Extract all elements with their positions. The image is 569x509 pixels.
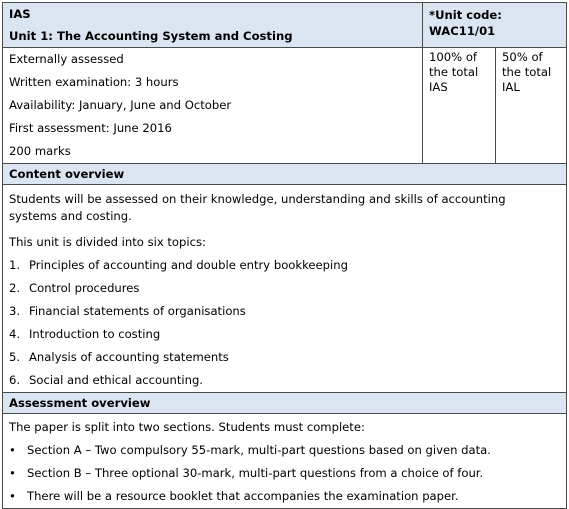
ial-weighting-line: IAL — [502, 80, 520, 94]
content-intro-line: systems and costing. — [9, 209, 132, 223]
bullet-icon: • — [9, 443, 16, 457]
topic-text: Financial statements of organisations — [29, 304, 246, 318]
ial-weighting-line: 50% of — [502, 50, 543, 64]
total-marks: 200 marks — [9, 144, 71, 158]
unit-title-cell — [3, 3, 423, 48]
bullet-text: There will be a resource booklet that accompanies the examination paper. — [27, 489, 459, 503]
topic-text: Analysis of accounting statements — [29, 350, 229, 364]
unit-title: Unit 1: The Accounting System and Costing — [9, 29, 293, 43]
content-overview-heading-row — [3, 164, 567, 185]
ias-weighting-cell — [423, 48, 496, 164]
ias-weighting-line: the total — [429, 65, 479, 79]
ias-weighting-line: IAS — [429, 80, 448, 94]
assessment-details-cell — [3, 48, 423, 164]
unit-code: WAC11/01 — [429, 24, 496, 38]
first-assessment: First assessment: June 2016 — [9, 121, 172, 135]
assessment-overview-heading: Assessment overview — [3, 393, 567, 414]
unit-specification-table — [2, 2, 567, 509]
topic-item — [9, 323, 560, 346]
topic-number: 5. — [9, 350, 21, 364]
assessment-bullet-item — [9, 462, 560, 485]
topic-number: 1. — [9, 258, 21, 272]
topic-number: 4. — [9, 327, 21, 341]
topic-number: 3. — [9, 304, 21, 318]
exam-duration: Written examination: 3 hours — [9, 75, 179, 89]
unit-code-cell — [423, 3, 567, 48]
topic-text: Principles of accounting and double entry bookkeeping — [29, 258, 348, 272]
assessment-intro: The paper is split into two sections. Students must complete: — [9, 420, 365, 434]
assessment-overview-body — [3, 414, 567, 509]
content-overview-body — [3, 185, 567, 393]
content-intro-line: Students will be assessed on their knowledge, understanding and skills of accounting — [9, 192, 506, 206]
topic-item — [9, 300, 560, 323]
bullet-icon: • — [9, 466, 16, 480]
topic-item — [9, 277, 560, 300]
qualification-level: IAS — [9, 7, 31, 21]
assessment-bullet-item — [9, 485, 560, 508]
ial-weighting-cell — [496, 48, 567, 164]
ial-weighting-line: the total — [502, 65, 552, 79]
content-intro — [9, 191, 560, 225]
unit-header-row — [3, 3, 567, 48]
topic-number: 6. — [9, 373, 21, 387]
topic-item — [9, 369, 560, 392]
content-overview-body-row — [3, 185, 567, 393]
bullet-text: Section B – Three optional 30-mark, multi-part questions from a choice of four. — [27, 466, 484, 480]
assessment-overview-heading-row — [3, 393, 567, 414]
assessment-type: Externally assessed — [9, 52, 124, 66]
assessment-details-row — [3, 48, 567, 164]
bullet-text: Section A – Two compulsory 55-mark, multi-part questions based on given data. — [27, 443, 491, 457]
topics-intro: This unit is divided into six topics: — [9, 235, 206, 249]
unit-code-label: *Unit code: — [429, 8, 502, 22]
topic-number: 2. — [9, 281, 21, 295]
topic-item — [9, 254, 560, 277]
ias-weighting-line: 100% of — [429, 50, 478, 64]
topic-text: Introduction to costing — [29, 327, 161, 341]
topic-text: Social and ethical accounting. — [29, 373, 203, 387]
assessment-bullet-item — [9, 439, 560, 462]
availability: Availability: January, June and October — [9, 98, 232, 112]
assessment-overview-body-row — [3, 414, 567, 509]
topic-text: Control procedures — [29, 281, 140, 295]
bullet-icon: • — [9, 489, 16, 503]
topic-item — [9, 346, 560, 369]
content-overview-heading: Content overview — [3, 164, 567, 185]
